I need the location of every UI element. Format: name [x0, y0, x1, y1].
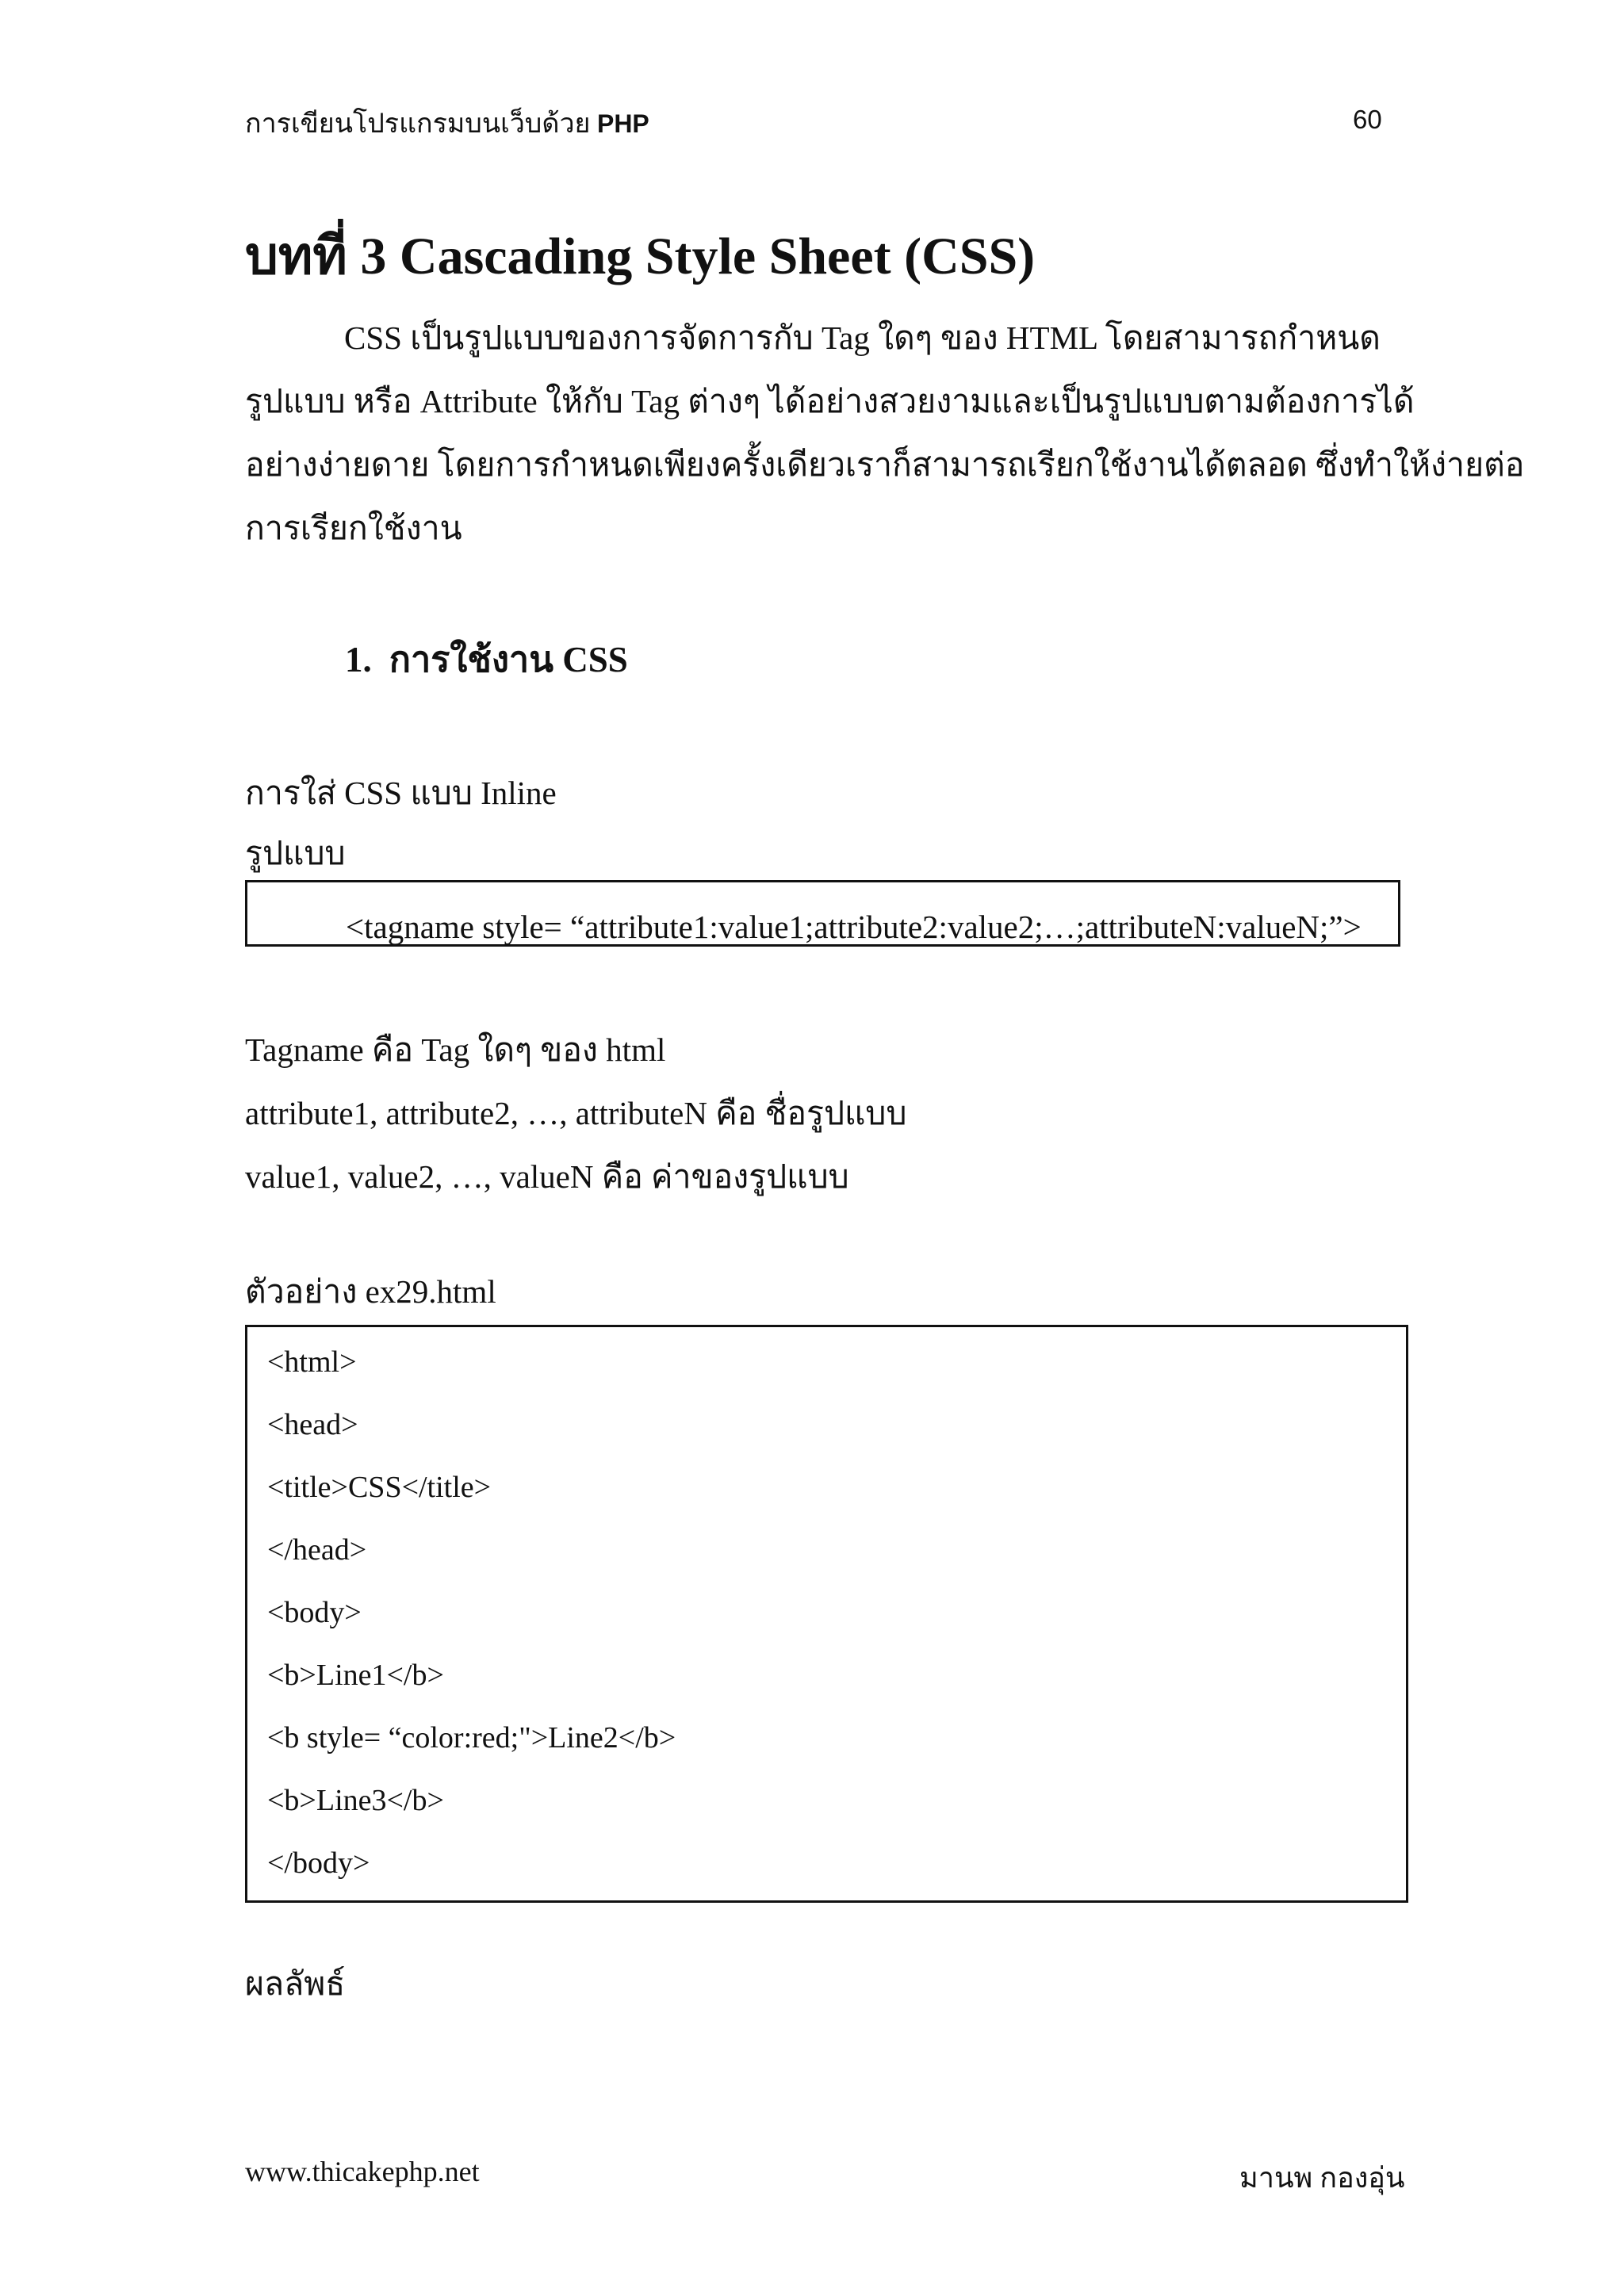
intro-line: อย่างง่ายดาย โดยการกำหนดเพียงครั้งเดียวเราก็สามารถเรียกใช้งานได้ตลอด ซึ่งทำให้ง่ายต่อ	[245, 446, 1525, 483]
code-line: <b>Line1</b>	[267, 1659, 444, 1692]
code-line: <html>	[267, 1345, 357, 1379]
code-line: </body>	[267, 1846, 370, 1880]
intro-line: รูปแบบ หรือ Attribute ให้กับ Tag ต่างๆ ได้อย่างสวยงามและเป็นรูปแบบตามต้องการได้	[245, 383, 1415, 419]
code-line: <head>	[267, 1408, 358, 1441]
explanation-line: Tagname คือ Tag ใดๆ ของ html	[245, 1031, 666, 1068]
book-title: การเขียนโปรแกรมบนเว็บด้วย	[245, 109, 597, 139]
page-number: 60	[1353, 105, 1382, 134]
intro-line: การเรียกใช้งาน	[245, 510, 462, 546]
code-box	[245, 1325, 1408, 1903]
section-heading	[345, 630, 628, 687]
code-line: <b>Line3</b>	[267, 1784, 444, 1817]
syntax-box	[245, 880, 1400, 947]
running-header-title	[245, 101, 649, 144]
code-line: </head>	[267, 1533, 367, 1567]
book-title-php: PHP	[596, 109, 649, 138]
intro-line: CSS เป็นรูปแบบของการจัดการกับ Tag ใดๆ ของ HTML โดยสามารถกำหนด	[344, 320, 1381, 356]
code-line: <b style= “color:red;">Line2</b>	[267, 1721, 676, 1755]
explanation-line: attribute1, attribute2, …, attributeN คือ ชื่อรูปแบบ	[245, 1095, 907, 1131]
syntax-text: <tagname style= “attribute1:value1;attribute2:value2;…;attributeN:valueN;”>	[346, 909, 1362, 945]
chapter-title: บทที่ 3 Cascading Style Sheet (CSS)	[245, 228, 1036, 285]
intro-paragraph	[245, 306, 1525, 560]
code-line: <body>	[267, 1596, 362, 1629]
inline-label: การใส่ CSS แบบ Inline	[245, 775, 557, 811]
explanation-line: value1, value2, …, valueN คือ ค่าของรูปแบบ	[245, 1158, 849, 1195]
section-number: 1.	[345, 640, 372, 679]
footer-website: www.thicakephp.net	[245, 2156, 480, 2187]
format-label: รูปแบบ	[245, 835, 346, 871]
footer-author: มานพ กองอุ่น	[1239, 2162, 1405, 2194]
section-title: การใช้งาน CSS	[389, 640, 628, 679]
result-label: ผลลัพธ์	[245, 1965, 346, 2002]
example-label: ตัวอย่าง ex29.html	[245, 1273, 496, 1310]
code-line: <title>CSS</title>	[267, 1471, 492, 1504]
